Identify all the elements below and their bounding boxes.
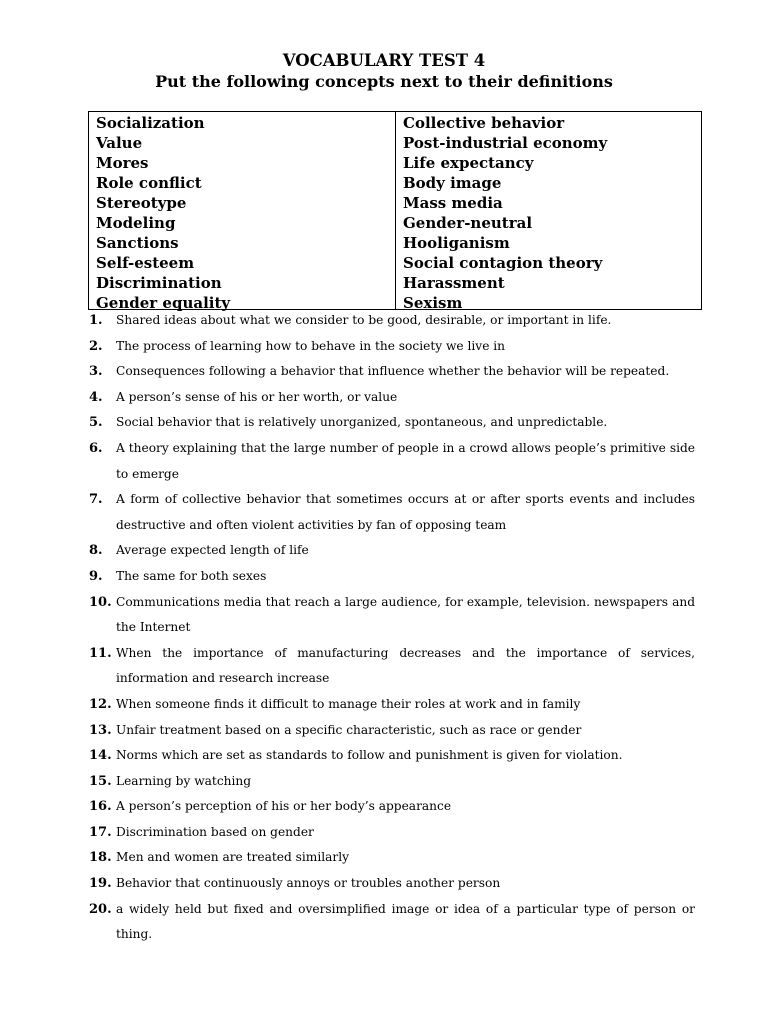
page-instructions: Put the following concepts next to their definitions xyxy=(155,72,613,91)
definition-text: Learning by watching xyxy=(116,773,252,788)
definition-text: Discrimination based on gender xyxy=(116,824,314,839)
definition-number: 5. xyxy=(89,415,103,431)
definition-text: The same for both sexes xyxy=(116,568,267,583)
definition-number: 1. xyxy=(89,313,103,328)
definition-number: 15. xyxy=(89,773,112,789)
definition-item xyxy=(89,487,695,538)
definition-text: Consequences following a behavior that influence whether the behavior will be repeated. xyxy=(116,364,670,379)
concept-term: Self-esteem xyxy=(96,254,195,272)
definition-text: Men and women are treated similarly xyxy=(116,850,350,865)
definition-item xyxy=(89,334,695,360)
concepts-column-left xyxy=(89,112,395,312)
definition-item xyxy=(89,436,695,487)
definition-item xyxy=(89,820,695,846)
concept-term: Collective behavior xyxy=(403,114,565,132)
definition-text: Social behavior that is relatively unorganized, spontaneous, and unpredictable. xyxy=(116,415,608,430)
concept-term: Value xyxy=(96,134,143,152)
concept-term: Role conflict xyxy=(96,174,202,192)
page-title: VOCABULARY TEST 4 xyxy=(282,51,486,70)
concept-term: Gender equality xyxy=(96,294,231,312)
definition-number: 10. xyxy=(89,594,112,610)
concepts-column-right xyxy=(395,112,701,312)
concept-term: Harassment xyxy=(403,274,505,292)
definition-item xyxy=(89,385,695,411)
definition-item xyxy=(89,359,695,385)
definition-item xyxy=(89,590,695,641)
definition-number: 6. xyxy=(89,440,103,456)
concept-term: Mores xyxy=(96,154,149,172)
definition-text: Norms which are set as standards to follow and punishment is given for violation. xyxy=(116,748,623,763)
definition-item xyxy=(89,641,695,692)
definition-number: 13. xyxy=(89,722,112,738)
definition-number: 12. xyxy=(89,696,112,712)
definition-item xyxy=(89,743,695,769)
definition-item xyxy=(89,564,695,590)
concept-term: Mass media xyxy=(403,194,503,212)
definition-number: 8. xyxy=(89,543,103,559)
concept-term: Sanctions xyxy=(96,234,179,252)
definition-item xyxy=(89,794,695,820)
definition-text: Shared ideas about what we consider to be good, desirable, or important in life. xyxy=(116,313,612,327)
definition-number: 11. xyxy=(89,645,112,661)
concept-term: Sexism xyxy=(403,294,463,312)
definition-item xyxy=(89,692,695,718)
concept-term: Post-industrial economy xyxy=(403,134,608,152)
definition-number: 7. xyxy=(89,492,103,508)
concept-term: Body image xyxy=(403,174,502,192)
definition-number: 20. xyxy=(89,901,112,917)
concept-term: Stereotype xyxy=(96,194,187,212)
definition-item xyxy=(89,410,695,436)
concept-term: Modeling xyxy=(96,214,176,232)
definition-text: A person’s sense of his or her worth, or value xyxy=(116,389,398,404)
concept-term: Socialization xyxy=(96,114,205,132)
definition-item xyxy=(89,718,695,744)
concepts-table xyxy=(88,111,702,310)
definition-text: A person’s perception of his or her body’s appearance xyxy=(116,799,452,814)
concept-term: Discrimination xyxy=(96,274,222,292)
definition-item xyxy=(89,308,695,334)
definition-number: 9. xyxy=(89,568,103,584)
definition-item xyxy=(89,871,695,897)
concept-term: Hooliganism xyxy=(403,234,510,252)
definition-number: 19. xyxy=(89,876,112,892)
definition-text: Communications media that reach a large audience, for example, television. newspapers and the Internet xyxy=(116,594,695,635)
definition-text: Behavior that continuously annoys or troubles another person xyxy=(116,876,501,891)
definition-text: Average expected length of life xyxy=(116,543,309,558)
definition-text: a widely held but fixed and oversimplified image or idea of a particular type of person or thing. xyxy=(116,901,695,942)
concept-term: Gender-neutral xyxy=(403,214,533,232)
definition-text: A form of collective behavior that sometimes occurs at or after sports events and includes destructive and often violent activities by fan of opposing team xyxy=(116,492,695,532)
definition-number: 18. xyxy=(89,850,112,866)
definition-text: Unfair treatment based on a specific characteristic, such as race or gender xyxy=(116,722,582,737)
definition-number: 2. xyxy=(89,338,103,354)
definition-item xyxy=(89,769,695,795)
definition-number: 3. xyxy=(89,364,103,380)
definition-text: When the importance of manufacturing decreases and the importance of services, information and research increase xyxy=(116,645,695,686)
definition-text: A theory explaining that the large number of people in a crowd allows people’s primitive side to emerge xyxy=(116,440,695,481)
definition-text: The process of learning how to behave in the society we live in xyxy=(116,338,506,353)
concept-term: Life expectancy xyxy=(403,154,534,172)
concept-term: Social contagion theory xyxy=(403,254,603,272)
definition-text: When someone finds it difficult to manage their roles at work and in family xyxy=(116,696,581,711)
definition-item xyxy=(89,845,695,871)
definition-number: 14. xyxy=(89,748,112,764)
definition-number: 16. xyxy=(89,799,112,815)
definitions-list xyxy=(89,308,695,948)
definition-number: 4. xyxy=(89,389,103,405)
definition-number: 17. xyxy=(89,824,112,840)
definition-item xyxy=(89,897,695,948)
definition-item xyxy=(89,538,695,564)
